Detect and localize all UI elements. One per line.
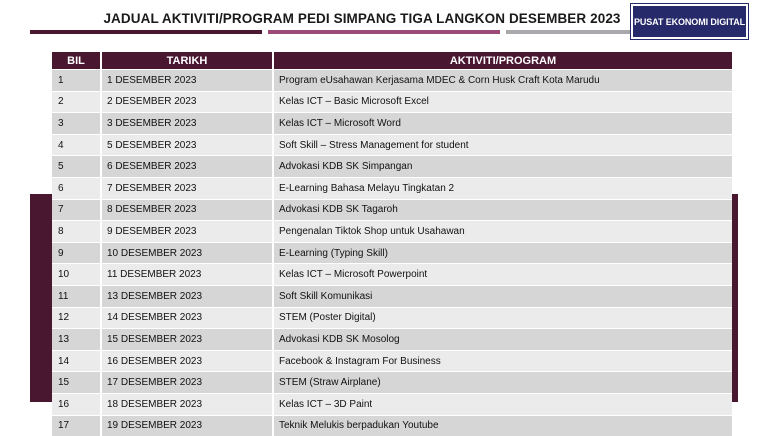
row-number: 15 (52, 372, 101, 394)
row-number: 12 (52, 307, 101, 329)
row-activity: Kelas ICT – Microsoft Powerpoint (273, 264, 732, 286)
row-number: 17 (52, 415, 101, 436)
row-number: 16 (52, 393, 101, 415)
table-row (52, 415, 732, 436)
table-row (52, 221, 732, 243)
row-date: 19 DESEMBER 2023 (101, 415, 273, 436)
table-row (52, 156, 732, 178)
side-accent-right (732, 194, 738, 402)
row-number: 4 (52, 134, 101, 156)
row-date: 14 DESEMBER 2023 (101, 307, 273, 329)
organisation-badge: PUSAT EKONOMI DIGITAL (631, 4, 748, 39)
table-header-row (52, 52, 732, 70)
row-activity: STEM (Poster Digital) (273, 307, 732, 329)
row-activity: Kelas ICT – 3D Paint (273, 393, 732, 415)
row-activity: Facebook & Instagram For Business (273, 350, 732, 372)
column-header-bil: BIL (52, 52, 101, 70)
row-number: 11 (52, 285, 101, 307)
table-row (52, 91, 732, 113)
row-date: 8 DESEMBER 2023 (101, 199, 273, 221)
row-date: 16 DESEMBER 2023 (101, 350, 273, 372)
row-date: 9 DESEMBER 2023 (101, 221, 273, 243)
row-activity: Kelas ICT – Microsoft Word (273, 113, 732, 135)
row-date: 1 DESEMBER 2023 (101, 70, 273, 92)
row-number: 3 (52, 113, 101, 135)
row-number: 2 (52, 91, 101, 113)
title-divider-dark (30, 30, 262, 34)
table-row (52, 264, 732, 286)
row-activity: Advokasi KDB SK Mosolog (273, 329, 732, 351)
row-date: 2 DESEMBER 2023 (101, 91, 273, 113)
row-activity: Pengenalan Tiktok Shop untuk Usahawan (273, 221, 732, 243)
column-header-aktiviti: AKTIVITI/PROGRAM (273, 52, 732, 70)
row-activity: Advokasi KDB SK Tagaroh (273, 199, 732, 221)
row-activity: E-Learning (Typing Skill) (273, 242, 732, 264)
row-activity: Teknik Melukis berpadukan Youtube (273, 415, 732, 436)
row-date: 11 DESEMBER 2023 (101, 264, 273, 286)
row-date: 3 DESEMBER 2023 (101, 113, 273, 135)
row-activity: Soft Skill – Stress Management for student (273, 134, 732, 156)
row-number: 6 (52, 177, 101, 199)
row-date: 13 DESEMBER 2023 (101, 285, 273, 307)
row-number: 7 (52, 199, 101, 221)
table-row (52, 134, 732, 156)
row-date: 5 DESEMBER 2023 (101, 134, 273, 156)
table-row (52, 329, 732, 351)
table-row (52, 350, 732, 372)
row-activity: Kelas ICT – Basic Microsoft Excel (273, 91, 732, 113)
title-divider-accent (268, 30, 500, 34)
table-row (52, 285, 732, 307)
row-date: 18 DESEMBER 2023 (101, 393, 273, 415)
table-row (52, 393, 732, 415)
table-row (52, 307, 732, 329)
table-row (52, 70, 732, 92)
row-activity: Advokasi KDB SK Simpangan (273, 156, 732, 178)
row-number: 10 (52, 264, 101, 286)
row-number: 14 (52, 350, 101, 372)
row-number: 1 (52, 70, 101, 92)
row-date: 7 DESEMBER 2023 (101, 177, 273, 199)
row-activity: Soft Skill Komunikasi (273, 285, 732, 307)
row-date: 6 DESEMBER 2023 (101, 156, 273, 178)
table-row (52, 177, 732, 199)
row-number: 9 (52, 242, 101, 264)
table-row (52, 372, 732, 394)
column-header-tarikh: TARIKH (101, 52, 273, 70)
row-activity: E-Learning Bahasa Melayu Tingkatan 2 (273, 177, 732, 199)
side-accent-left (30, 194, 52, 402)
row-date: 17 DESEMBER 2023 (101, 372, 273, 394)
title-divider-grey (506, 30, 630, 34)
row-number: 8 (52, 221, 101, 243)
table-row (52, 113, 732, 135)
table-row (52, 242, 732, 264)
table-row (52, 199, 732, 221)
page-title: JADUAL AKTIVITI/PROGRAM PEDI SIMPANG TIGA LANGKON DESEMBER 2023 (103, 11, 621, 26)
row-date: 15 DESEMBER 2023 (101, 329, 273, 351)
row-activity: STEM (Straw Airplane) (273, 372, 732, 394)
row-number: 13 (52, 329, 101, 351)
row-activity: Program eUsahawan Kerjasama MDEC & Corn Husk Craft Kota Marudu (273, 70, 732, 92)
row-date: 10 DESEMBER 2023 (101, 242, 273, 264)
row-number: 5 (52, 156, 101, 178)
activity-schedule-table (52, 52, 732, 436)
